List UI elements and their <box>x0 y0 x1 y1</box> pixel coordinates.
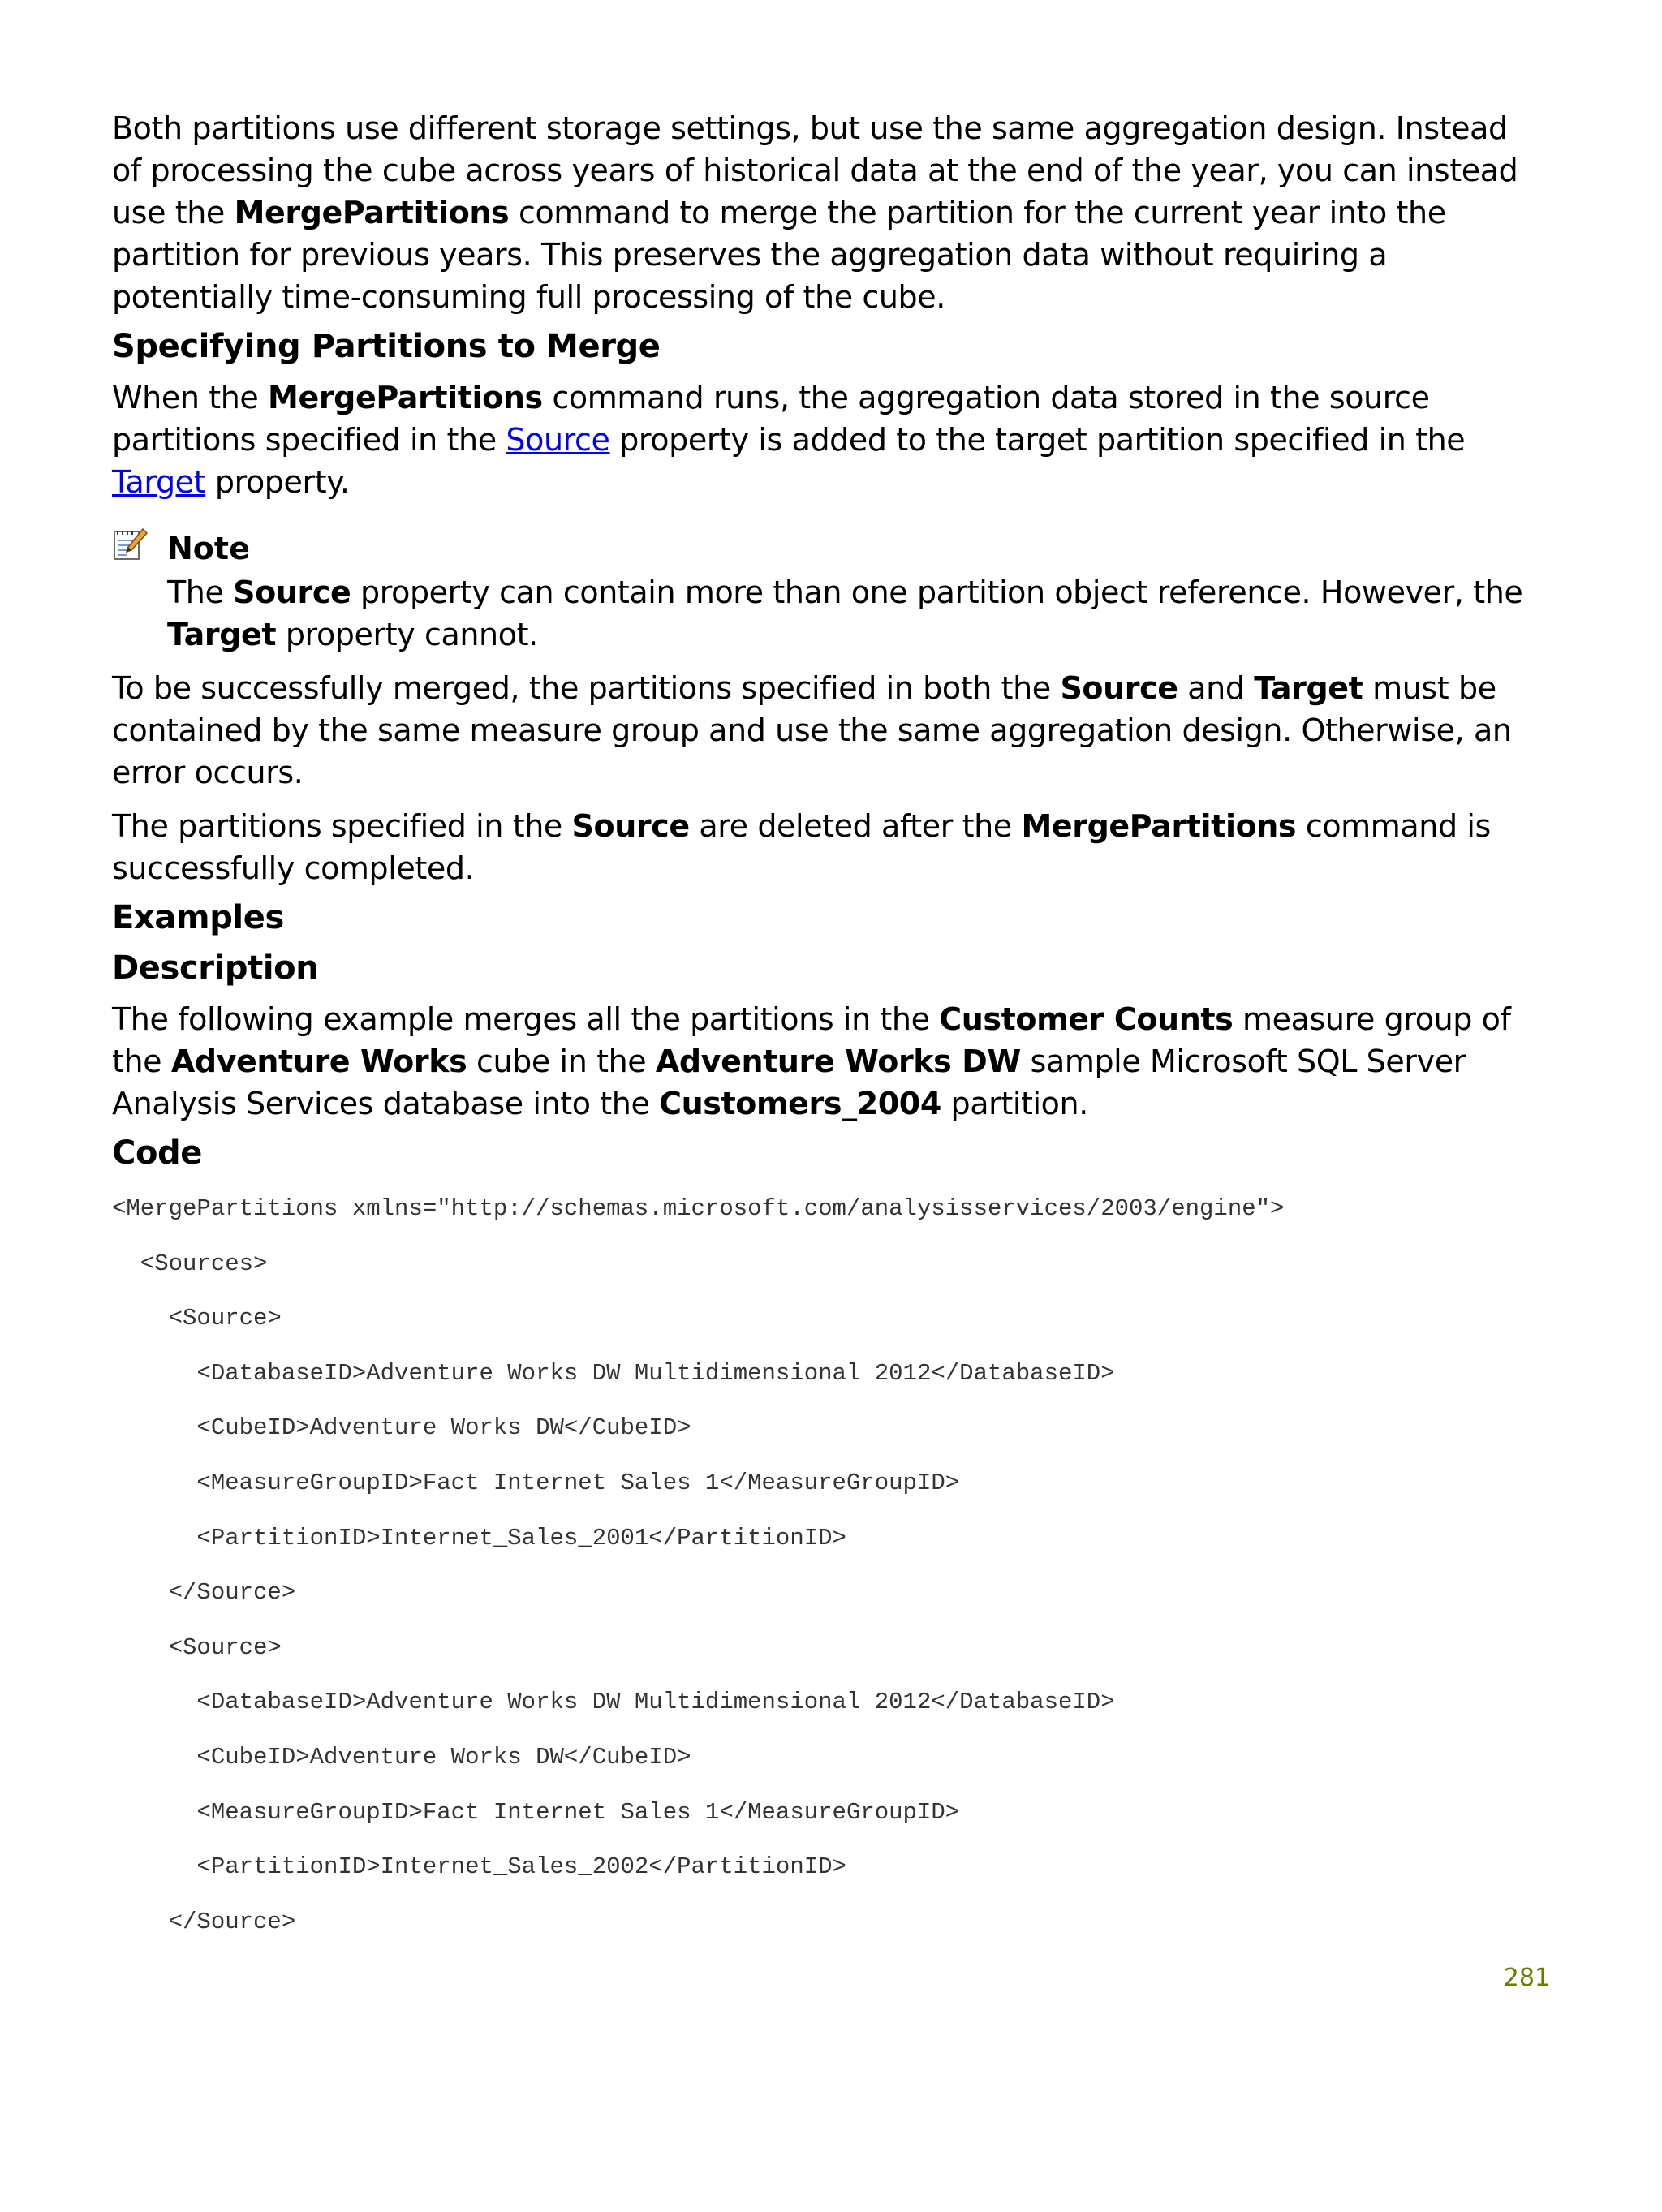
code-line: <MeasureGroupID>Fact Internet Sales 1</MeasureGroupID> <box>112 1469 960 1496</box>
note-header <box>112 527 1540 570</box>
source-link[interactable]: Source <box>506 422 610 458</box>
target-link[interactable]: Target <box>112 464 206 500</box>
code-line: <CubeID>Adventure Works DW</CubeID> <box>112 1414 691 1442</box>
code-line: <Sources> <box>112 1250 268 1277</box>
merge-requirements-paragraph: To be successfully merged, the partitions specified in both the Source and Target must be contained by the same measure group and use the same aggregation design. Otherwise, an error occurs. <box>112 670 1512 790</box>
heading-code: Code <box>112 1134 202 1172</box>
code-line: <MeasureGroupID>Fact Internet Sales 1</MeasureGroupID> <box>112 1798 960 1826</box>
code-line: <MergePartitions xmlns="http://schemas.microsoft.com/analysisservices/2003/engine"> <box>112 1195 1285 1222</box>
deletion-paragraph: The partitions specified in the Source are deleted after the MergePartitions command is successfully completed. <box>112 808 1491 886</box>
code-line: <Source> <box>112 1305 282 1332</box>
code-line: </Source> <box>112 1579 296 1607</box>
heading-specifying-partitions: Specifying Partitions to Merge <box>112 328 661 365</box>
code-line: <Source> <box>112 1633 282 1661</box>
code-line: </Source> <box>112 1908 296 1935</box>
intro-paragraph: Both partitions use different storage settings, but use the same aggregation design. Instead of processing the cube across years of historical data at the end of the year, you can instead use the MergePartitions command to merge the partition for the current year into the partition for previous years. This preserves the aggregation data without requiring a potentially time-consuming full processing of the cube. <box>112 110 1518 315</box>
document-page <box>112 107 1540 1960</box>
example-description-paragraph: The following example merges all the partitions in the Customer Counts measure group of the Adventure Works cube in the Adventure Works DW sample Microsoft SQL Server Analysis Services database into the Customers_2004 partition. <box>112 1001 1511 1121</box>
note-title: Note <box>167 531 250 566</box>
heading-description: Description <box>112 949 319 987</box>
code-line: <PartitionID>Internet_Sales_2001</PartitionID> <box>112 1524 846 1551</box>
heading-examples: Examples <box>112 899 284 936</box>
code-block <box>112 1193 1540 1960</box>
note-pencil-icon <box>112 526 148 562</box>
note-box <box>112 527 1540 656</box>
code-line: <CubeID>Adventure Works DW</CubeID> <box>112 1743 691 1771</box>
code-line: <DatabaseID>Adventure Works DW Multidimensional 2012</DatabaseID> <box>112 1689 1115 1716</box>
specifying-paragraph: When the MergePartitions command runs, the aggregation data stored in the source partitions specified in the Source property is added to the target partition specified in the Target property. <box>112 380 1466 500</box>
note-body: The Source property can contain more than one partition object reference. However, the Target property cannot. <box>167 575 1523 652</box>
code-line: <PartitionID>Internet_Sales_2002</PartitionID> <box>112 1853 846 1881</box>
code-line: <DatabaseID>Adventure Works DW Multidimensional 2012</DatabaseID> <box>112 1359 1115 1387</box>
page-number: 281 <box>1503 1964 1550 1992</box>
